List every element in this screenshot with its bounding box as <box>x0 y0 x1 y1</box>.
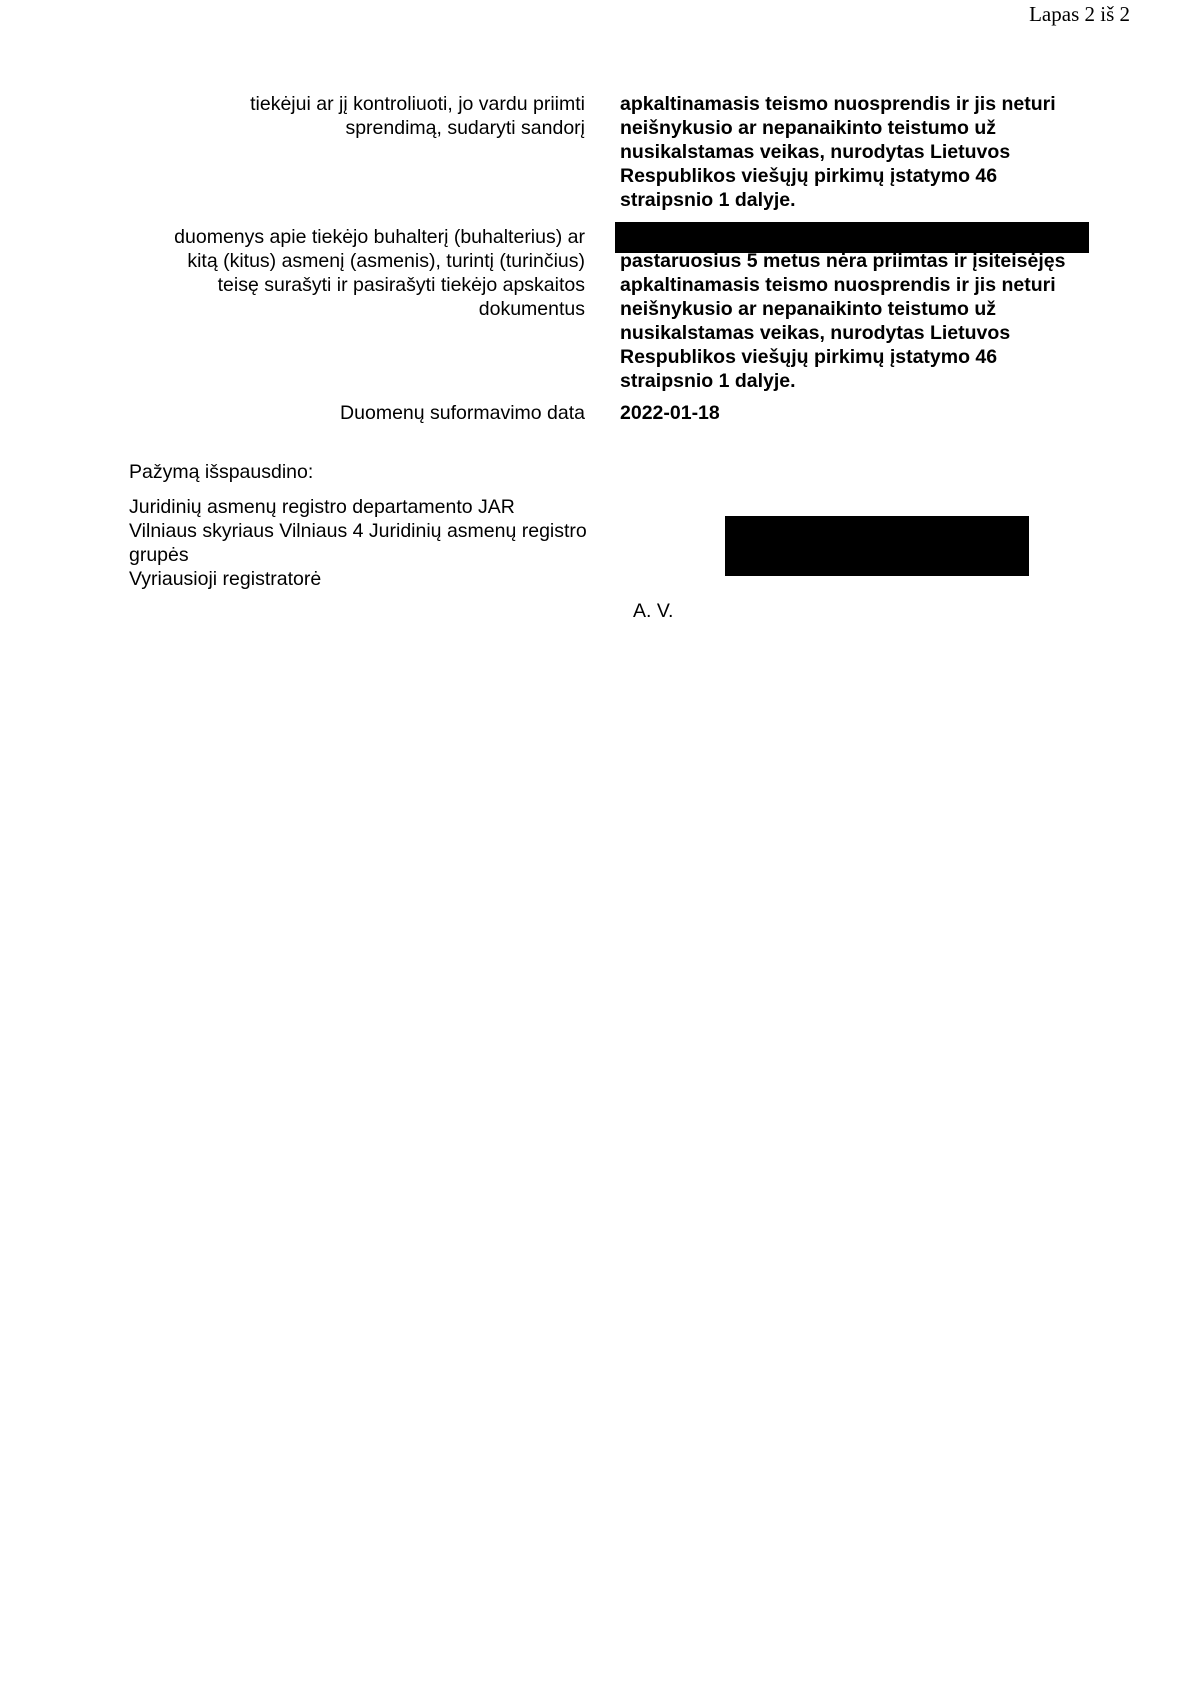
row2-label <box>120 225 585 321</box>
formation-date-value: 2022-01-18 <box>620 402 720 424</box>
value-line: Respublikos viešųjų pirkimų įstatymo 46 <box>620 346 998 368</box>
printed-by-label: Pažymą išspausdino: <box>129 461 314 483</box>
value-line: apkaltinamasis teismo nuosprendis ir jis neturi <box>620 93 1056 115</box>
issuer-line: Vyriausioji registratorė <box>129 568 322 590</box>
issuer-block <box>129 495 669 591</box>
value-line: neišnykusio ar nepanaikinto teistumo už <box>620 298 996 320</box>
issuer-line: grupės <box>129 544 189 566</box>
value-line: pastaruosius 5 metus nėra priimtas ir įsiteisėjęs <box>620 250 1066 272</box>
issuer-line: Vilniaus skyriaus Vilniaus 4 Juridinių asmenų registro <box>129 520 587 542</box>
value-line: nusikalstamas veikas, nurodytas Lietuvos <box>620 141 1011 163</box>
row1-label <box>120 92 585 140</box>
formation-date-label: Duomenų suformavimo data <box>340 402 585 424</box>
label-line: dokumentus <box>478 298 585 320</box>
label-line: teisę surašyti ir pasirašyti tiekėjo apskaitos <box>217 274 585 296</box>
row1-value <box>620 92 1125 212</box>
value-line: neišnykusio ar nepanaikinto teistumo už <box>620 117 996 139</box>
value-line: straipsnio 1 dalyje. <box>620 189 796 211</box>
label-line: tiekėjui ar jį kontroliuoti, jo vardu priimti <box>250 93 585 115</box>
label-line: kitą (kitus) asmenį (asmenis), turintį (turinčius) <box>187 250 585 272</box>
signature-redaction <box>725 516 1029 576</box>
value-line: nusikalstamas veikas, nurodytas Lietuvos <box>620 322 1011 344</box>
page-number: Lapas 2 iš 2 <box>1029 2 1130 26</box>
row2-value <box>620 249 1125 393</box>
value-line: Respublikos viešųjų pirkimų įstatymo 46 <box>620 165 998 187</box>
value-line: straipsnio 1 dalyje. <box>620 370 796 392</box>
label-line: sprendimą, sudaryti sandorį <box>345 117 585 139</box>
issuer-line: Juridinių asmenų registro departamento JAR <box>129 496 515 518</box>
value-line: apkaltinamasis teismo nuosprendis ir jis neturi <box>620 274 1056 296</box>
label-line: duomenys apie tiekėjo buhalterį (buhalterius) ar <box>174 226 585 248</box>
stamp-label: A. V. <box>633 600 674 622</box>
